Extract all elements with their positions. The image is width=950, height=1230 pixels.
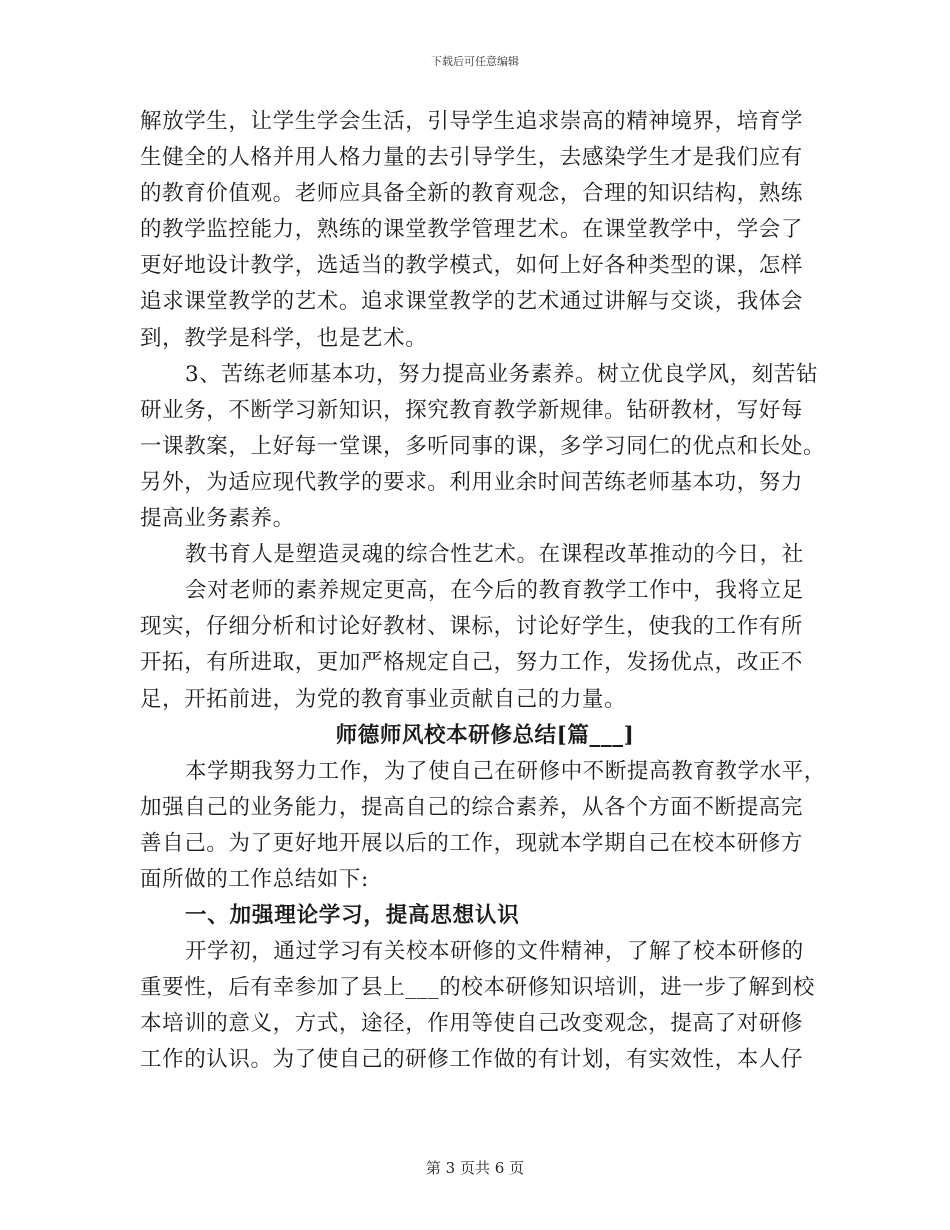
paragraph-line: 到，教学是科学，也是艺术。 <box>140 325 428 351</box>
paragraph-line: 更好地设计教学，选适当的教学模式，如何上好各种类型的课，怎样 <box>140 253 804 279</box>
paragraph-line: 提高业务素养。 <box>140 506 295 532</box>
paragraph-line: 工作的认识。为了使自己的研修工作做的有计划，有实效性，本人仔 <box>140 1047 804 1073</box>
paragraph-line: 重要性，后有幸参加了县上___的校本研修知识培训，进一步了解到校 <box>140 975 815 1001</box>
paragraph-first-line: 教书育人是塑造灵魂的综合性艺术。在课程改革推动的今日，社 <box>185 542 804 568</box>
paragraph-first-line: 开学初，通过学习有关校本研修的文件精神，了解了校本研修的 <box>185 939 804 965</box>
document-body <box>140 104 826 1079</box>
paragraph-line: 的教学监控能力，熟练的课堂教学管理艺术。在课堂教学中，学会了 <box>140 217 804 243</box>
paragraph-line: 善自己。为了更好地开展以后的工作，现就本学期自己在校本研修方 <box>140 830 804 856</box>
paragraph-first-line: 本学期我努力工作，为了使自己在研修中不断提高教育教学水平， <box>185 758 826 784</box>
paragraph-line: 足，开拓前进，为党的教育事业贡献自己的力量。 <box>140 686 627 712</box>
paragraph-line: 本培训的意义，方式，途径，作用等使自己改变观念，提高了对研修 <box>140 1011 804 1037</box>
paragraph-line: 解放学生，让学生学会生活，引导学生追求崇高的精神境界，培育学 <box>140 109 804 134</box>
paragraph-line: 的教育价值观。老师应具备全新的教育观念，合理的知识结构，熟练 <box>140 181 804 207</box>
paragraph-line: 加强自己的业务能力，提高自己的综合素养，从各个方面不断提高完 <box>140 794 804 820</box>
paragraph-line: 现实，仔细分析和讨论好教材、课标，讨论好学生，使我的工作有所 <box>140 614 804 640</box>
page-footer: 第 3 页共 6 页 <box>425 1159 525 1177</box>
section-title: 师德师风校本研修总结[篇___] <box>335 722 635 748</box>
page-header: 下载后可任意编辑 <box>431 55 519 68</box>
paragraph-line: 一课教案，上好每一堂课，多听同事的课，多学习同仁的优点和长处。 <box>140 433 826 459</box>
paragraph-line: 另外，为适应现代教学的要求。利用业余时间苦练老师基本功，努力 <box>140 469 804 495</box>
paragraph-line: 追求课堂教学的艺术。追求课堂教学的艺术通过讲解与交谈，我体会 <box>140 289 804 315</box>
paragraph-line: 面所做的工作总结如下: <box>140 866 369 892</box>
paragraph-first-line: 3、苦练老师基本功，努力提高业务素养。树立优良学风，刻苦钻 <box>185 361 819 387</box>
paragraph-line: 生健全的人格并用人格力量的去引导学生，去感染学生才是我们应有 <box>140 145 804 171</box>
paragraph-line: 会对老师的素养规定更高，在今后的教育教学工作中，我将立足 <box>185 578 804 604</box>
paragraph-line: 开拓，有所进取，更加严格规定自己，努力工作，发扬优点，改正不 <box>140 650 804 676</box>
paragraph-line: 研业务，不断学习新知识，探究教育教学新规律。钻研教材，写好每 <box>140 397 804 423</box>
section-heading: 一、加强理论学习，提高思想认识 <box>185 903 520 929</box>
